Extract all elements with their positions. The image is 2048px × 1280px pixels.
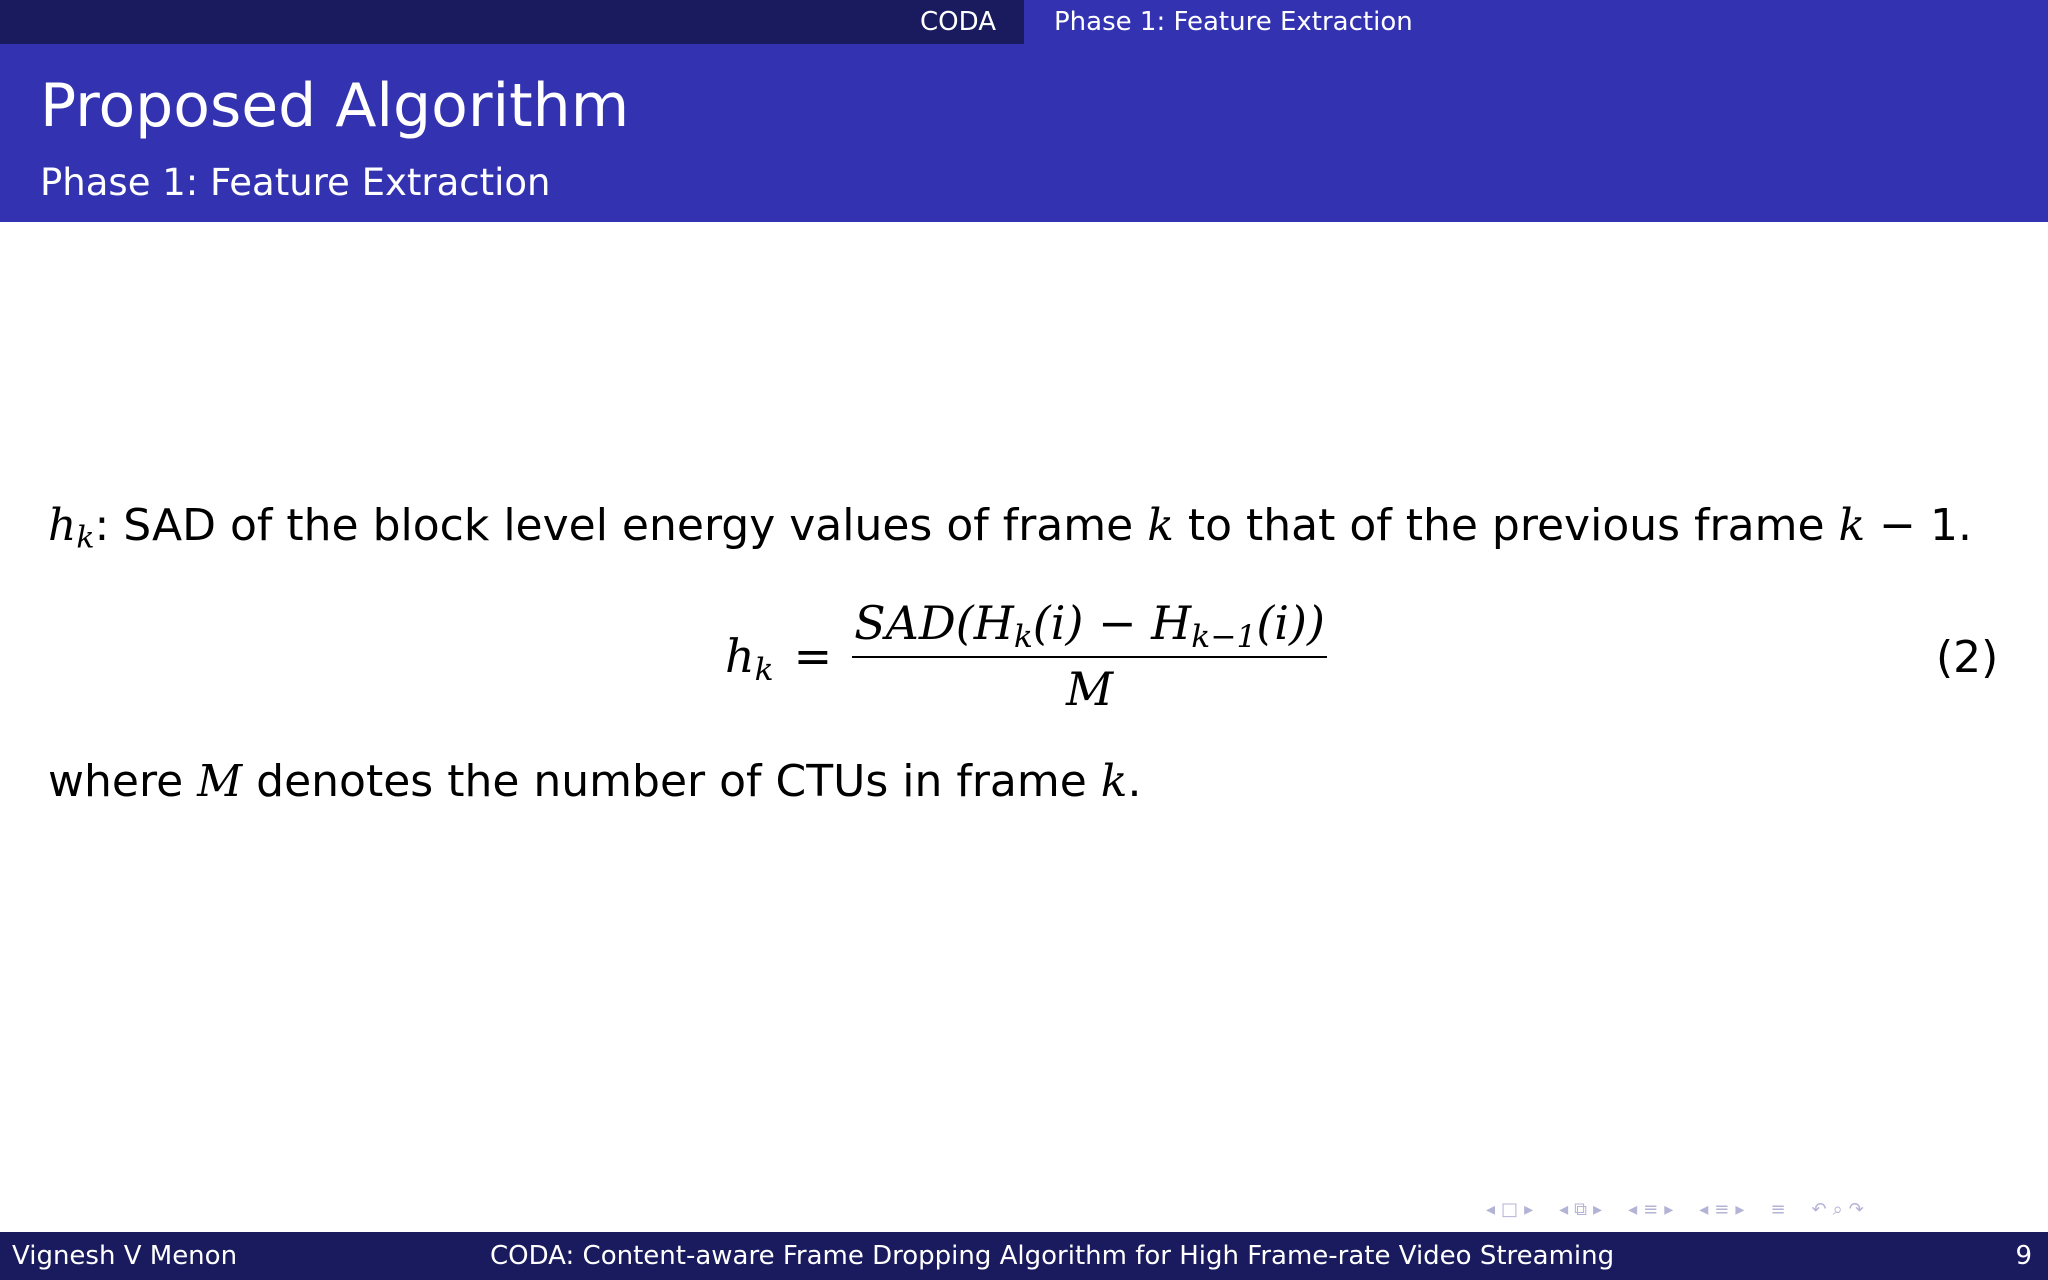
math-var-h: h [48,500,77,551]
section-prev-arrow-icon[interactable]: ◂ [1628,1198,1638,1220]
subsection-prev-arrow-icon[interactable]: ◂ [1559,1198,1569,1220]
beamer-nav-symbols [1486,1196,1864,1222]
section-icon[interactable]: ≡ [1643,1198,1659,1220]
subsection-next-arrow-icon[interactable]: ▸ [1593,1198,1603,1220]
frame-title: Proposed Algorithm [40,71,630,141]
where-text-1: where [48,756,198,807]
nav-subsection-link[interactable]: Phase 1: Feature Extraction [1054,7,1413,37]
eq-num-sub-k1: k−1 [1191,618,1257,655]
subsection-icon[interactable]: ⧉ [1574,1198,1588,1220]
undo-icon[interactable]: ↶ [1811,1198,1827,1220]
subsection2-prev-arrow-icon[interactable]: ◂ [1699,1198,1709,1220]
nav-section-link[interactable]: CODA [920,7,996,37]
frame-prev-arrow-icon[interactable]: ◂ [1486,1198,1496,1220]
section-next-arrow-icon[interactable]: ▸ [1664,1198,1674,1220]
eq-lhs-var: h [725,629,755,683]
header-nav [0,0,2048,44]
math-sub-k: k [76,520,95,556]
search-icon[interactable]: ⌕ [1832,1198,1843,1220]
equation-lhs [725,629,774,688]
math-var-k-prev: k [1838,500,1866,551]
equation-2 [725,596,1327,716]
eq-equals: = [793,629,833,683]
definition-text-2: to that of the previous frame [1173,500,1839,551]
eq-fraction [852,596,1327,716]
subsection2-next-arrow-icon[interactable]: ▸ [1735,1198,1745,1220]
eq-lhs-sub: k [754,651,774,688]
subsection2-icon[interactable]: ≡ [1714,1198,1730,1220]
frame-title-bar [0,44,2048,222]
where-period: . [1127,756,1142,807]
definition-text-1: : SAD of the block level energy values of frame [94,500,1148,551]
header-nav-right [1024,0,2048,44]
definition-line [48,500,1972,556]
footer-title: CODA: Content-aware Frame Dropping Algorithm for High Frame-rate Video Streaming [490,1241,1615,1271]
footer-author: Vignesh V Menon [12,1241,238,1271]
where-math-M: M [197,756,243,807]
math-var-k: k [1147,500,1174,551]
redo-icon[interactable]: ↷ [1848,1198,1864,1220]
equation-number: (2) [1936,632,1999,683]
eq-num-sub-k: k [1013,618,1033,655]
document-icon[interactable]: ≡ [1770,1198,1786,1220]
footer-page-number: 9 [2015,1241,2032,1271]
where-line [48,756,1142,807]
eq-num-end: (i)) [1256,596,1325,650]
eq-num-sad: SAD(H [854,596,1014,650]
frame-subtitle: Phase 1: Feature Extraction [40,161,551,204]
eq-numerator [852,596,1327,656]
footer [0,1232,2048,1280]
eq-num-mid: (i) − H [1032,596,1192,650]
definition-minus-one: − 1. [1865,500,1972,551]
frame-box-icon[interactable]: □ [1501,1198,1519,1220]
where-text-2: denotes the number of CTUs in frame [242,756,1101,807]
header-nav-left [0,0,1024,44]
frame-next-arrow-icon[interactable]: ▸ [1524,1198,1534,1220]
where-math-k: k [1100,756,1128,807]
eq-denominator: M [1065,662,1114,716]
